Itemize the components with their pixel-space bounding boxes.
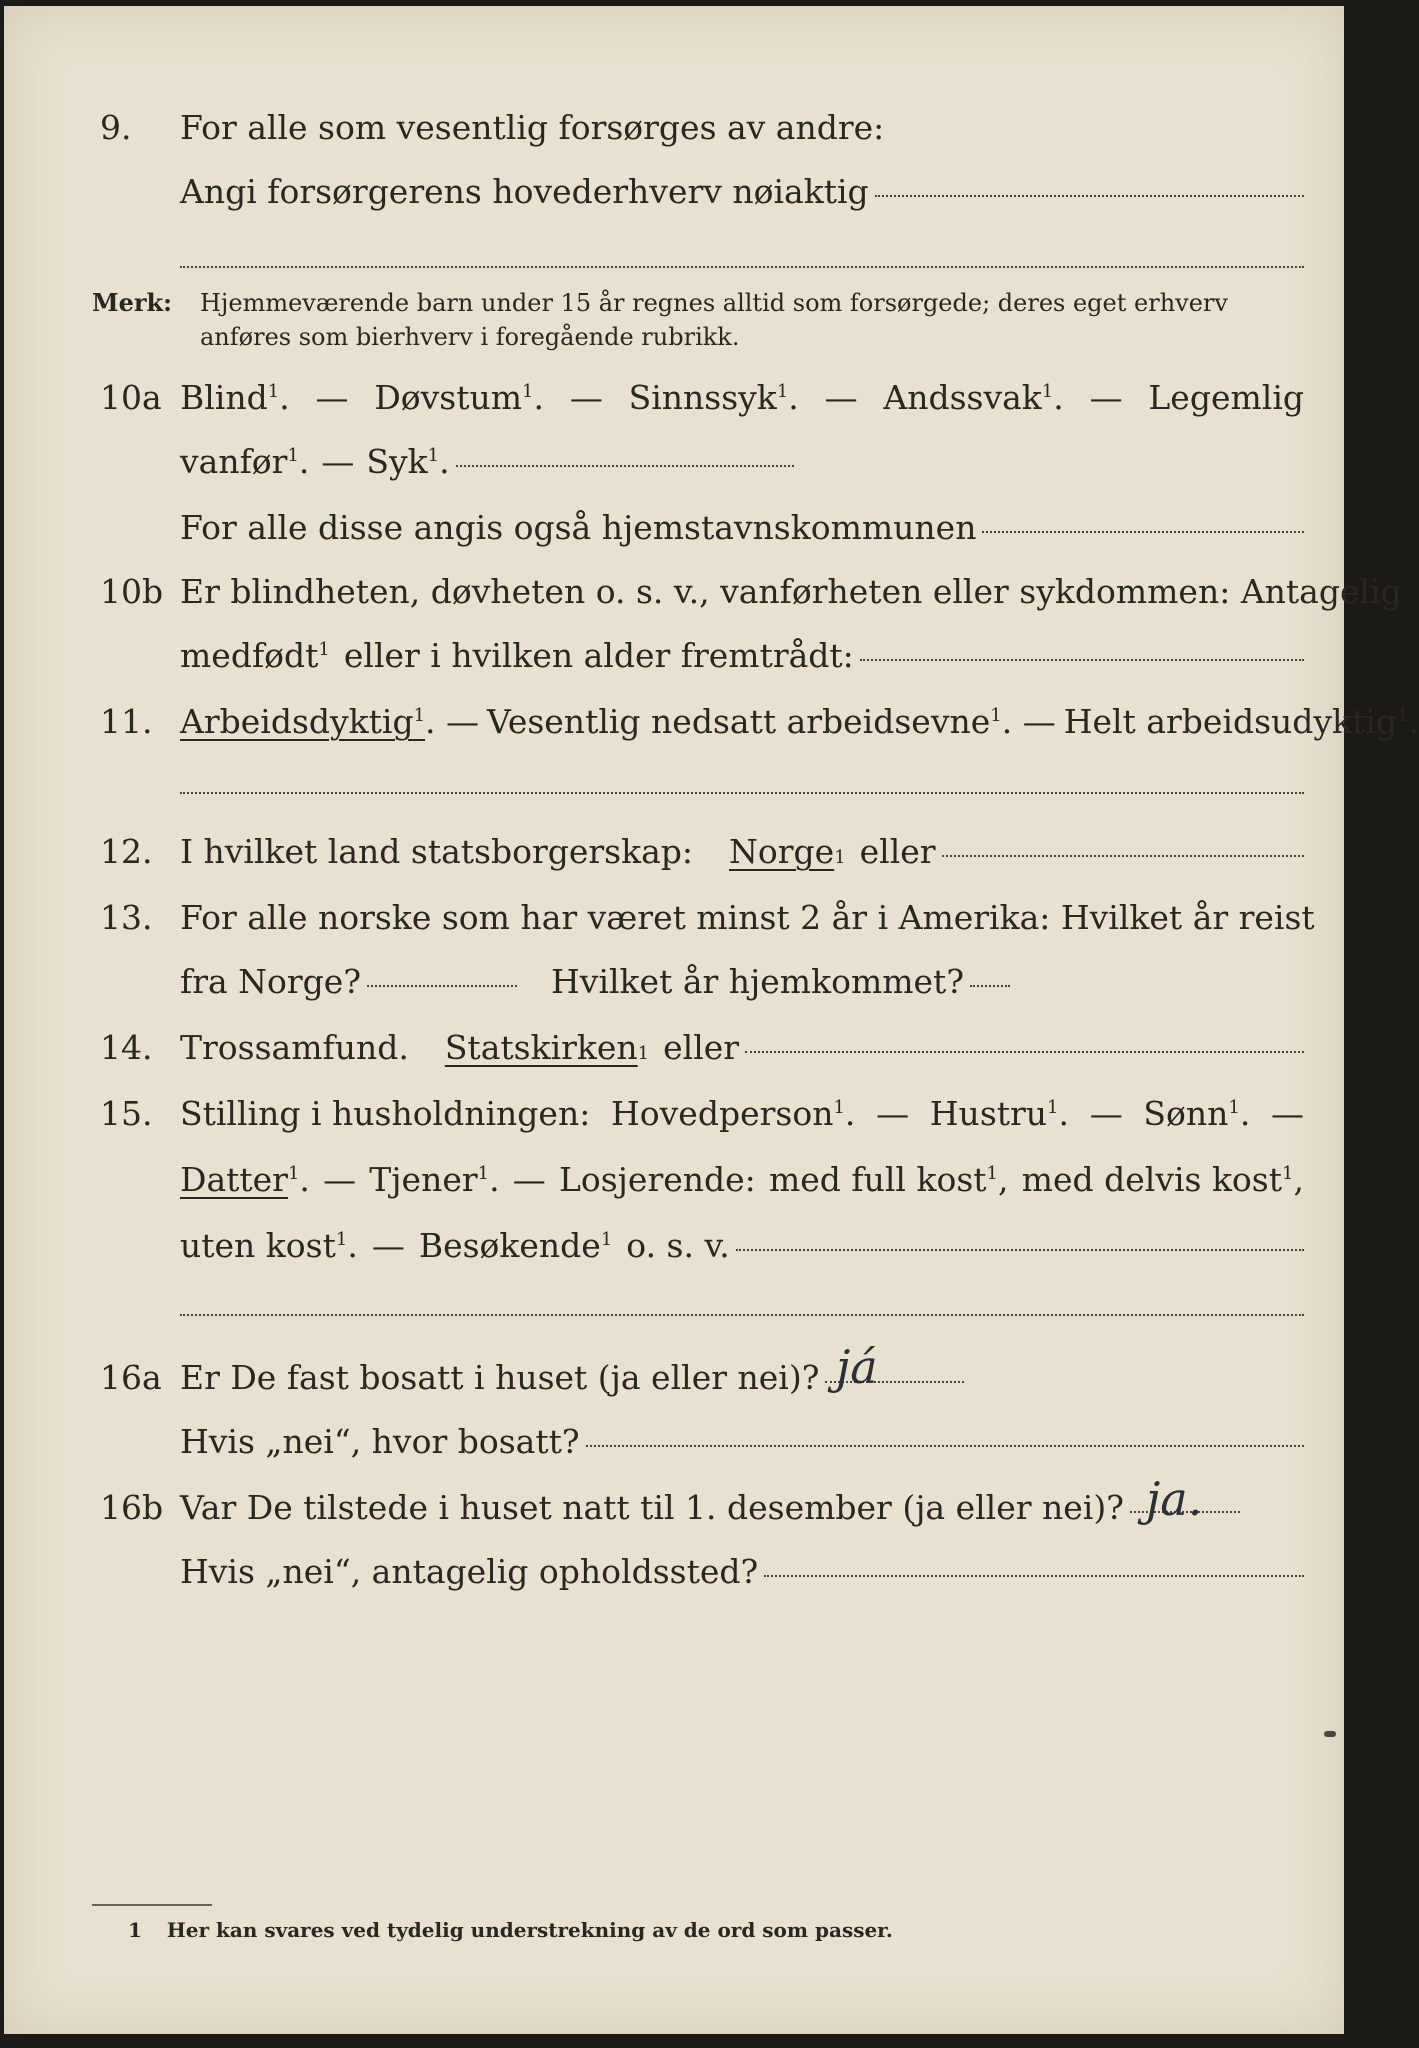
merk-text1: Hjemmeværende barn under 15 år regnes alltid som forsørgede; deres eget erhverv [200,289,1228,317]
option-sinnssyk[interactable]: Sinnssyk$^1$. [628,378,799,417]
option-vanfor[interactable]: vanfør$^1$. [180,442,310,481]
stilling-field[interactable] [736,1249,1304,1251]
q11-number: 11. [100,702,153,741]
option-arbeidsdyktig[interactable]: Arbeidsdyktig$^1$ [180,702,426,741]
hjemkommet-year-field[interactable] [970,985,1010,987]
q13-hjemkommet-label: Hvilket år hjemkommet? [551,962,965,1001]
footnote-text: Her kan svares ved tydelig understrekning av de ord som passer. [166,1918,893,1942]
q15-number: 15. [100,1094,153,1133]
dash: — [824,378,858,417]
option-sonn[interactable]: Sønn$^1$. [1143,1094,1251,1133]
alder-field[interactable] [860,659,1304,661]
reist-year-field[interactable] [367,985,517,987]
q9-number: 9. [100,108,132,147]
option-uten-kost[interactable]: uten kost$^1$. [180,1226,358,1265]
q10b-text2: eller i hvilken alder fremtrådt: [343,636,854,675]
option-andssvak[interactable]: Andssvak$^1$. [883,378,1064,417]
q15-losjerende: Losjerende: [558,1160,756,1199]
option-hovedperson[interactable]: Hovedperson$^1$. [611,1094,856,1133]
q10a-options [180,378,1304,418]
dash: — [569,378,603,417]
q10b-number: 10b [100,572,164,611]
dash: — [323,1160,357,1199]
option-nedsatt[interactable]: Vesentlig nedsatt arbeidsevne$^1$. [487,702,1023,741]
q9-extra-line[interactable] [180,266,1304,268]
opholdssted-field[interactable] [764,1575,1304,1577]
q10a-text3: For alle disse angis også hjemstavnskommunen [180,508,977,547]
q9-answer-field[interactable] [875,195,1304,197]
dash: — [315,378,349,417]
option-legemlig[interactable]: Legemlig [1148,378,1304,417]
bosatt-field[interactable] [586,1445,1304,1447]
q10b-text1: Er blindheten, døvheten o. s. v., vanførheten eller sykdommen: Antagelig [180,572,1402,611]
q15-text1: Stilling i husholdningen: [180,1094,591,1133]
footnote-rule [92,1904,212,1906]
q14-eller: eller [663,1028,740,1067]
q13-reist-label: fra Norge? [180,962,362,1001]
ink-speck [1324,1731,1336,1737]
dash: — [512,1160,546,1199]
q15-extra-line[interactable] [180,1314,1304,1316]
merk-text2: anføres som bierhverv i foregående rubrikk. [200,323,740,351]
option-udyktig[interactable]: Helt arbeidsudyktig$^1$. [1063,702,1419,741]
q16a-text2: Hvis „nei“, hvor bosatt? [180,1422,580,1461]
dash: — [446,702,480,741]
q16a-text1: Er De fast bosatt i huset (ja eller nei)? [180,1358,820,1397]
q16a-number: 16a [100,1358,162,1397]
q9-text2: Angi forsørgerens hovederhverv nøiaktig [180,172,869,211]
q12-text: I hvilket land statsborgerskap: [180,832,694,871]
option-norge[interactable]: Norge [729,832,835,871]
option-blind[interactable]: Blind$^1$. [180,378,290,417]
footnote [128,1918,893,1942]
q16b-handwritten-answer: ja. [1146,1472,1203,1526]
dash: — [1089,378,1123,417]
option-datter[interactable]: Datter$^1$. [180,1160,310,1199]
option-hustru[interactable]: Hustru$^1$. [929,1094,1069,1133]
q16b-text2: Hvis „nei“, antagelig opholdssted? [180,1552,759,1591]
footnote-mark: 1 [128,1918,142,1942]
option-statskirken[interactable]: Statskirken [444,1028,638,1067]
q12-number: 12. [100,832,153,871]
q14-text: Trossamfund. [180,1028,409,1067]
dash: — [1089,1094,1123,1133]
q16b-number: 16b [100,1488,164,1527]
q11-extra-line[interactable] [180,792,1304,794]
q10a-number: 10a [100,378,162,417]
q12-eller: eller [859,832,936,871]
q13-text1: For alle norske som har været minst 2 år i Amerika: Hvilket år reist [180,898,1315,937]
q15-osv: o. s. v. [626,1226,730,1265]
dash: — [371,1226,405,1265]
option-medfodt[interactable]: medfødt$^1$ [180,636,330,675]
statsborgerskap-field[interactable] [942,855,1304,857]
trossamfund-field[interactable] [745,1051,1304,1053]
census-form-page: 9. For alle som vesentlig forsørges av andre: Angi forsørgerens hovederhverv nøiaktig Merk: Hjemmeværende barn under 15 år regnes alltid som forsørgede; deres eget erhverv anføres som bierhverv i foregående rubrikk. 10a Blind$^1$. — Døvstum$^1$. — Sinnssyk$^1$. — Andssvak$^1$. — Legemlig vanfør$^1$. — Syk$^1$. For alle disse angis også hjemstavnskommunen 10b Er blindheten, døvheten o. s. v., vanførheten eller sykdommen: Antagelig medfødt$^1$ eller i hvilken alder fremtrådt: 11. Arbeidsdyktig$^1$ . — Vesentlig nedsatt arbeidsevne$^1$. — Helt arbeidsudyktig$^1$. 12. I hvilket land statsborgerskap: Norge 1 eller 13. For alle norske som har været minst 2 år i Amerika: Hvilket år reist fra Norge? Hvilket år hjemkommet? 14. Trossamfund. Statskirken 1 eller 15. Stilling i husholdningen: Hovedperson$^1$. — Hustru$^1$. — Sønn$^1$. — Datter$^1$. — Tjener$^1$. — Losjerende: med full kost$^1$, med delvis kost$^1$, uten kost$^1$. — Besøkende$^1$ o. s. v. 16a Er De fast bosatt i huset (ja eller nei)? já Hvis „nei“, hvor bosatt? 16b Var De tilstede i huset natt til 1. desember (ja eller nei)? ja. Hvis „nei“, antagelig opholdssted? 1 Her kan svares ved tydelig understrekning av de ord som passer. [4,6,1344,2034]
q10a-syk-field[interactable] [456,465,794,467]
dash: — [321,442,355,481]
option-dovstum[interactable]: Døvstum$^1$. [374,378,544,417]
option-besokende[interactable]: Besøkende$^1$ [418,1226,613,1265]
option-syk[interactable]: Syk$^1$. [366,442,450,481]
dash: — [876,1094,910,1133]
option-delvis-kost[interactable]: med delvis kost$^1$, [1021,1160,1304,1199]
q9-text: For alle som vesentlig forsørges av andre: [180,108,885,147]
dash: — [1022,702,1056,741]
option-full-kost[interactable]: med full kost$^1$, [768,1160,1009,1199]
dash: — [1271,1094,1304,1133]
q14-number: 14. [100,1028,153,1067]
option-tjener[interactable]: Tjener$^1$. [369,1160,500,1199]
q16b-text1: Var De tilstede i huset natt til 1. desember (ja eller nei)? [180,1488,1124,1527]
merk-label: Merk: [92,288,172,317]
q13-number: 13. [100,898,153,937]
q16a-handwritten-answer: já [836,1340,878,1394]
hjemstavnskommune-field[interactable] [982,531,1304,533]
